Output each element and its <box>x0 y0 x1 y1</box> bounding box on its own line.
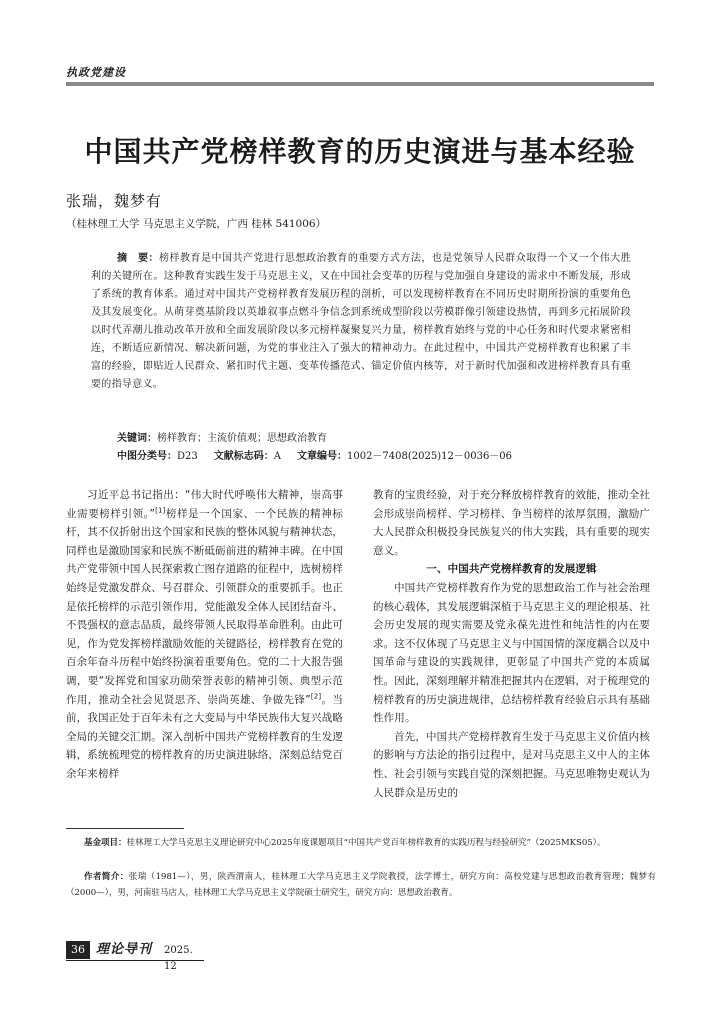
header-rule <box>66 82 654 86</box>
page-number: 36 <box>66 941 90 959</box>
footnote-rule <box>66 828 184 829</box>
body-paragraph: 教育的宝贵经验，对于充分释放榜样教育的效能，推动全社会形成崇尚榜样、学习榜样、争当榜样的浓厚氛围，激励广大人民群众积极投身民族复兴的伟大实践，具有重要的现实意义。 <box>373 489 650 557</box>
citation: [1] <box>155 506 166 515</box>
body-paragraph: 首先，中国共产党榜样教育生发于马克思主义价值内核的影响与方法论的指引过程中，是对马克思主义中人的主体性、社会引领与实践自觉的深刻把握。马克思唯物史观认为人民群众是历史的 <box>373 730 650 799</box>
abstract-text: 榜样教育是中国共产党进行思想政治教育的重要方式方法，也是党领导人民群众取得一个又一个伟大胜利的关键所在。这种教育实践生发于马克思主义，又在中国社会变革的历程与党加强自身建设的需求中不断发展，形成了系统的教育体系。通过对中国共产党榜样教育发展历程的剖析，可以发现榜样教育在不同历史时期所扮演的重要角色及其发展变化。从萌芽奠基阶段以英雄叙事点燃斗争信念到系统成型阶段以劳模群像引领建设热情，再到多元拓展阶段以时代弄潮儿推动改革开放和全面发展阶段以多元榜样凝聚复兴力量，榜样教育始终与党的中心任务和时代要求紧密相连，不断适应新情况、解决新问题，为党的事业注入了强大的精神动力。在此过程中，中国共产党榜样教育也积累了丰富的经验，即贴近人民群众、紧扣时代主题、变革传播范式、锚定价值内核等，对于新时代加强和改进榜样教育具有重要的指导意义。 <box>91 253 632 390</box>
fund-text: 桂林理工大学马克思主义理论研究中心2025年度课题项目“中国共产党百年榜样教育的实践历程与经验研究”（2025MKS05）。 <box>126 838 606 848</box>
article-no-value: 1002－7408(2025)12－0036－06 <box>346 451 513 462</box>
body-paragraph: 中国共产党榜样教育作为党的思想政治工作与社会治理的核心载体，其发展逻辑深植于马克思主义的理论根基、社会历史发展的现实需要及党永葆先进性和纯洁性的内在要求。这不仅体现了马克思主义与中国国情的深度耦合以及中国革命与建设的实践规律，更彰显了中国共产党的本质属性。因此，深刻理解并精准把握其内在逻辑，对于梳理党的榜样教育的历史演进规律，总结榜样教育经验启示具有基础性作用。 <box>373 581 650 725</box>
authors: 张瑞，魏梦有 <box>66 192 163 210</box>
keywords-line <box>117 430 327 448</box>
abstract-label: 摘 要： <box>117 253 159 264</box>
keywords: 榜样教育；主流价值观；思想政治教育 <box>157 433 327 444</box>
journal-name: 理论导刊 <box>96 942 153 957</box>
doc-code-label: 文献标志码： <box>213 451 274 462</box>
classification-line <box>117 448 512 466</box>
affiliation: （桂林理工大学 马克思主义学院，广西 桂林 541006） <box>66 218 327 230</box>
author-bio-text: 张瑞（1981—），男，陕西渭南人，桂林理工大学马克思主义学院教授，法学博士，研究方向：高校党建与思想政治教育管理；魏梦有（2000—），男，河南驻马店人，桂林理工大学马克思主义学院硕士研究生，研究方向：思想政治教育。 <box>66 872 656 898</box>
section-label: 执政党建设 <box>66 66 126 79</box>
footnote-fund <box>66 835 656 851</box>
doc-code-value: A <box>273 451 281 462</box>
footnote-author <box>66 869 656 901</box>
body-paragraph: 习近平总书记指出：“伟大时代呼唤伟大精神，崇高事业需要榜样引领。”[1]榜样是一个国家、一个民族的精神标杆，其不仅折射出这个国家和民族的整体风貌与精神状态，同样也是激励国家和民族不断砥砺前进的精神丰碑。在中国共产党带领中国人民探索救亡图存道路的征程中，选树榜样始终是党激发群众、号召群众、引领群众的重要抓手。也正是依托榜样的示范引领作用，党能激发全体人民团结奋斗、不畏强权的意志品质，最终带领人民取得革命胜利。由此可见，作为党发挥榜样激励效能的关键路径，榜样教育在党的百余年奋斗历程中始终扮演着重要角色。党的二十大报告强调，要“发挥党和国家功勋荣誉表彰的精神引领、典型示范作用，推动全社会见贤思齐、崇尚英雄、争做先锋”[2]。当前，我国正处于百年未有之大变局与中华民族伟大复兴战略全局的关键交汇期。深入剖析中国共产党榜样教育的生发逻辑，系统梳理党的榜样教育的历史演进脉络，深刻总结党百余年来榜样 <box>66 489 343 780</box>
body-column-left <box>66 486 343 784</box>
keywords-label: 关键词： <box>117 433 157 444</box>
footer-rule <box>66 960 204 961</box>
clc-label: 中图分类号： <box>117 451 177 462</box>
fund-label: 基金项目： <box>84 838 127 848</box>
body-column-right <box>373 486 650 802</box>
page-footer <box>66 941 206 972</box>
clc-value: D23 <box>177 451 198 462</box>
citation: [2] <box>310 692 322 701</box>
section-heading: 一、中国共产党榜样教育的发展逻辑 <box>426 563 597 576</box>
author-bio-label: 作者简介： <box>84 872 129 882</box>
abstract <box>91 250 631 394</box>
issue-number: 2025. 12 <box>164 945 193 972</box>
article-title: 中国共产党榜样教育的历史演进与基本经验 <box>84 135 636 168</box>
article-no-label: 文章编号： <box>296 451 347 462</box>
